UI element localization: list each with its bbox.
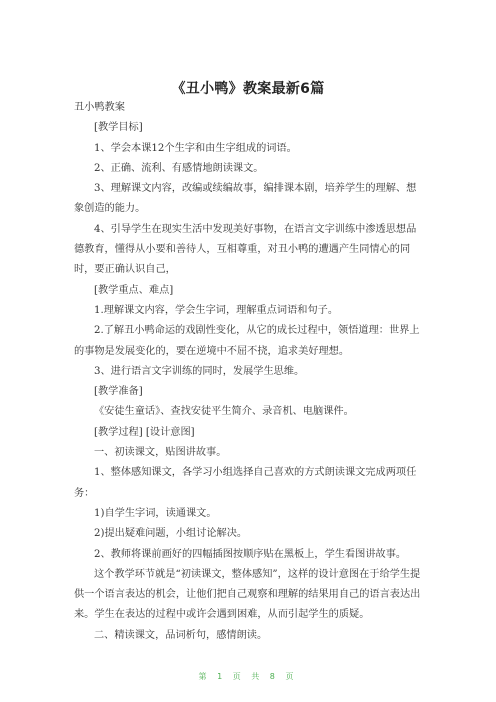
paragraph: 1)自学生字词，读通课文。 xyxy=(94,507,217,519)
paragraph: 1、整体感知课文，各学习小组选择自己喜欢的方式朗读课文完成两项任务： xyxy=(74,467,417,499)
paragraph: 一、初读课文，贴图讲故事。 xyxy=(94,447,227,459)
paragraph: 3、理解课文内容，改编或续编故事，编排课本剧，培养学生的理解、想象创造的能力。 xyxy=(74,183,417,215)
paragraph: 这个教学环节就是“初读课文，整体感知”，这样的设计意图在于给学生提供一个语言表达的机会，让他们把自己观察和理解的结果用自己的语言表达出来。学生在表达的过程中或许会遇到困难，从而引起学生的质疑。 xyxy=(74,568,421,621)
document-title: 《丑小鸭》教案最新6篇 xyxy=(171,81,325,97)
paragraph: 2、教师将课前画好的四幅插图按顺序贴在黑板上，学生看图讲故事。 xyxy=(94,548,407,560)
paragraph: 2)提出疑难问题，小组讨论解决。 xyxy=(94,528,248,540)
page-number-footer: 第 1 页 共 8 页 xyxy=(198,672,298,681)
paragraph: [教学过程] [设计意图] xyxy=(94,426,195,438)
paragraph: 二、精读课文，品词析句，感情朗读。 xyxy=(94,629,268,641)
paragraph: 《安徒生童话》、查找安徒平生简介、录音机、电脑课件。 xyxy=(94,406,354,418)
paragraph: 2、正确、流利、有感情地朗读课文。 xyxy=(94,162,264,174)
paragraph: [教学重点、难点] xyxy=(94,284,174,296)
paragraph: 4、引导学生在现实生活中发现美好事物，在语言文字训练中渗透思想品德教育，懂得从小要和善待人，互相尊重，对丑小鸭的遭遇产生同情心的同时，要正确认识自己， xyxy=(74,223,417,276)
section-heading: 丑小鸭教案 xyxy=(74,102,125,113)
paragraph: 2.了解丑小鸭命运的戏剧性变化，从它的成长过程中，领悟道理：世界上的事物是发展变化的，要在逆境中不屈不挠，追求美好理想。 xyxy=(74,325,420,357)
paragraph: 1、学会本课12个生字和由生字组成的词语。 xyxy=(94,142,297,154)
paragraph: [教学准备] xyxy=(94,386,143,398)
paragraph: 3、进行语言文字训练的同时，发展学生思维。 xyxy=(94,365,305,377)
paragraph: [教学目标] xyxy=(94,122,143,134)
paragraph: 1.理解课文内容，学会生字词，理解重点词语和句子。 xyxy=(94,304,339,316)
document-body xyxy=(74,98,426,646)
